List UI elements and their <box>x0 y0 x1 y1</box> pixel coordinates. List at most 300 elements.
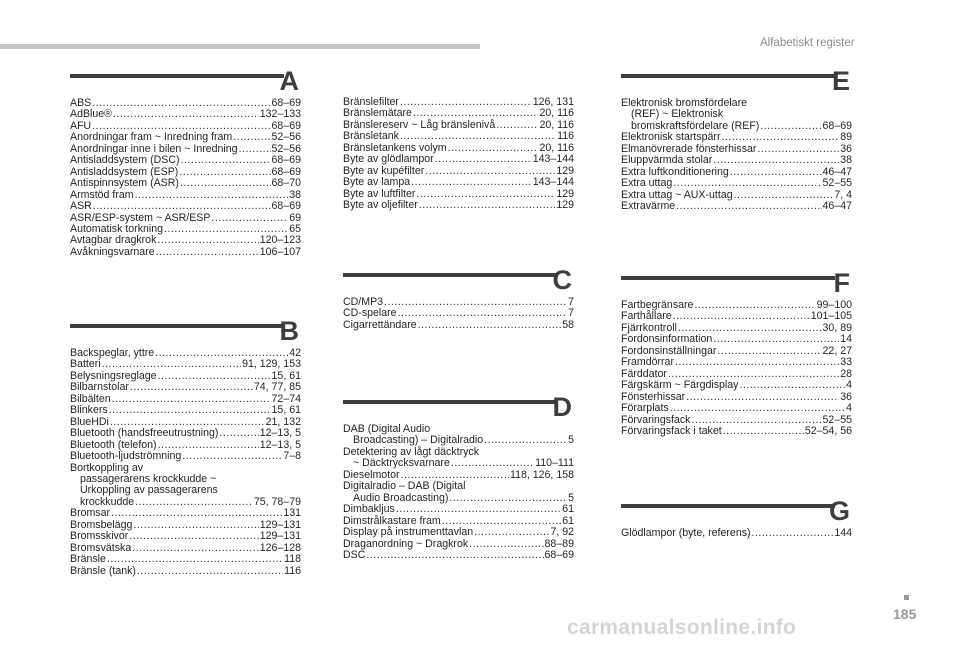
section-d-entries <box>343 424 574 561</box>
section-e-entries <box>621 98 852 213</box>
index-entry-term: Batteri <box>70 358 101 371</box>
index-entry-term: Dieselmotor <box>343 468 400 481</box>
index-entry-pages: 7 <box>568 307 574 320</box>
index-entry <box>70 178 301 189</box>
index-entry-row <box>343 154 574 165</box>
section-d-rule <box>343 400 557 404</box>
index-entry-row <box>70 201 301 212</box>
index-entry-row <box>621 426 852 437</box>
index-entry-pages: 12–13, 5 <box>259 427 301 440</box>
index-entry-row <box>621 357 852 368</box>
index-entry <box>70 531 301 542</box>
index-entry <box>343 424 574 447</box>
dot-leader <box>132 543 259 554</box>
index-entry-term: Bromsbelägg <box>70 518 133 531</box>
index-entry-pages: 65 <box>289 222 301 235</box>
index-entry-term: CD/MP3 <box>343 296 384 308</box>
index-entry-pages: 144 <box>834 527 852 539</box>
section-d-header <box>343 392 574 424</box>
dot-leader <box>760 121 821 132</box>
index-entry-term: Dimbakljus <box>343 503 395 516</box>
section-b <box>70 316 301 577</box>
dot-leader <box>411 177 532 188</box>
index-entry-term: Bromsar <box>70 507 111 520</box>
index-entry-row <box>621 380 852 391</box>
index-entry <box>343 320 574 331</box>
index-entry-pages: 15, 61 <box>271 404 301 417</box>
index-entry-pages: 88–89 <box>544 537 574 550</box>
dot-leader <box>448 143 539 154</box>
index-entry-pages: 22, 27 <box>822 344 852 357</box>
index-entry-pages: 118, 126, 158 <box>509 468 574 481</box>
dot-leader <box>713 334 839 345</box>
index-entry-term: Farthållare <box>621 310 672 323</box>
index-entry-pages: 5 <box>568 491 574 504</box>
index-entry-pages: 126–128 <box>259 541 301 554</box>
index-entry <box>343 550 574 561</box>
index-entry-term: Eluppvärmda stolar <box>621 154 713 167</box>
index-entry-pages: 116 <box>557 130 574 143</box>
dot-leader <box>107 554 283 565</box>
index-entry-term: Blinkers <box>70 404 108 417</box>
dot-leader <box>676 201 821 212</box>
dot-leader <box>384 297 567 308</box>
dot-leader <box>449 493 567 504</box>
index-entry-row <box>70 554 301 565</box>
index-entry-term: Dimstrålkastare fram <box>343 514 441 527</box>
page-bullet-marker <box>904 595 909 600</box>
index-entry-term: Extravärme <box>621 200 676 213</box>
index-entry-row <box>343 504 574 515</box>
index-entry-pages: 116 <box>284 564 301 577</box>
dot-leader <box>93 201 271 212</box>
index-entry-term: Byte av lampa <box>343 176 411 189</box>
index-entry <box>343 154 574 165</box>
index-entry-pages: 72–74 <box>271 392 301 405</box>
index-entry-term: Byte av oljefilter <box>343 199 418 212</box>
dot-leader <box>730 167 822 178</box>
index-entry-row <box>621 403 852 414</box>
index-entry-pages: 52–55 <box>822 413 852 426</box>
index-entry-pages: 38 <box>289 188 301 201</box>
index-entry-row <box>70 428 301 439</box>
dot-leader <box>739 380 845 391</box>
index-entry-term: Fordonsinformation <box>621 333 713 346</box>
dot-leader <box>469 539 543 550</box>
dot-leader <box>416 189 555 200</box>
index-entry-pages: 99–100 <box>816 299 852 311</box>
section-e-header <box>621 66 852 98</box>
index-entry-pages: 7–8 <box>283 450 301 463</box>
index-entry-pages: 58 <box>562 318 574 331</box>
section-f-rule <box>621 276 835 280</box>
index-entry-line: passagerarens krockkudde ~ <box>80 472 217 485</box>
index-entry-pages: 89 <box>840 131 852 144</box>
section-a-letter: A <box>279 66 299 96</box>
index-entry-term: bromskraftsfördelare (REF) <box>631 119 760 132</box>
index-entry-row <box>621 528 852 539</box>
dot-leader <box>757 144 839 155</box>
index-entry-term: Anordningar inne i bilen ~ Inredning <box>70 142 238 155</box>
section-g <box>621 496 852 539</box>
index-entry-pages: 129 <box>556 199 574 212</box>
index-entry <box>70 405 301 416</box>
index-entry-term: Broadcasting) – Digitalradio <box>353 434 484 447</box>
index-entry-term: Bränsle (tank) <box>70 564 136 577</box>
dot-leader <box>180 178 271 189</box>
index-entry-pages: 143–144 <box>532 153 574 166</box>
index-entry-pages: 46–47 <box>822 200 852 213</box>
index-entry-term: Byte av glödlampor <box>343 153 434 166</box>
index-entry-row <box>70 109 301 120</box>
dot-leader <box>717 346 821 357</box>
index-entry-line: Detektering av lågt däcktryck <box>343 445 480 458</box>
index-entry-pages: 129 <box>556 187 574 200</box>
dot-leader <box>113 109 259 120</box>
index-entry <box>343 539 574 550</box>
index-entry-row <box>343 177 574 188</box>
section-c-letter: C <box>552 265 572 295</box>
index-entry <box>621 178 852 189</box>
section-f-letter: F <box>833 268 850 298</box>
index-entry-term: Extra luftkonditionering <box>621 165 729 178</box>
index-entry-pages: 52–54, 56 <box>804 424 852 437</box>
index-entry-term: Anordningar fram ~ Inredning fram <box>70 131 233 144</box>
section-b-continued <box>343 97 574 212</box>
index-entry-term: AFU <box>70 119 92 132</box>
index-entry-pages: 30, 89 <box>822 321 852 334</box>
index-entry-term: Bränsletank <box>343 130 399 143</box>
index-entry-term: Belysningsreglage <box>70 369 157 382</box>
index-entry-term: Audio Broadcasting) <box>353 491 449 504</box>
dot-leader <box>398 308 568 319</box>
index-entry <box>343 481 574 504</box>
dot-leader <box>474 527 549 538</box>
index-entry-pages: 12–13, 5 <box>259 438 301 451</box>
dot-leader <box>137 566 283 577</box>
section-c-header <box>343 265 574 297</box>
dot-leader <box>396 504 561 515</box>
section-b-entries <box>70 348 301 577</box>
index-entry-pages: 68–69 <box>271 165 301 178</box>
index-entry-pages: 42 <box>289 347 301 359</box>
index-entry <box>343 200 574 211</box>
index-entry-term: Antisladdsystem (ESP) <box>70 165 179 178</box>
section-g-rule <box>621 504 835 508</box>
dot-leader <box>111 508 282 519</box>
section-b-continued-entries <box>343 97 574 212</box>
dot-leader <box>135 497 253 508</box>
index-entry-row <box>621 155 852 166</box>
index-entry <box>621 403 852 414</box>
watermark-logo: carmanualsonline.info <box>567 616 797 639</box>
dot-leader <box>133 520 258 531</box>
dot-leader <box>670 403 845 414</box>
section-a-header <box>70 66 301 98</box>
index-entry-row <box>70 190 301 201</box>
section-e-letter: E <box>831 66 850 96</box>
index-entry-pages: 20, 116 <box>539 107 574 120</box>
index-entry-term: Bilbarnstolar <box>70 381 129 394</box>
index-entry-pages: 46–47 <box>822 165 852 178</box>
index-entry <box>621 98 852 132</box>
index-entry-row <box>343 320 574 331</box>
dot-leader <box>752 528 834 539</box>
index-entry-line: Urkoppling av passagerarens <box>80 484 218 497</box>
index-entry-row <box>343 200 574 211</box>
index-entry-term: CD-spelare <box>343 307 397 320</box>
dot-leader <box>129 531 258 542</box>
index-entry-term: Förarplats <box>621 402 669 415</box>
index-entry-term: Bränslefilter <box>343 96 399 108</box>
index-entry-pages: 69 <box>289 211 301 224</box>
index-entry-pages: 68–70 <box>271 177 301 190</box>
index-entry <box>70 155 301 166</box>
top-rule <box>0 44 480 49</box>
index-entry-pages: 38 <box>840 154 852 167</box>
dot-leader <box>109 405 271 416</box>
index-entry-row <box>343 550 574 561</box>
dot-leader <box>419 200 556 211</box>
index-entry-term: Display på instrumenttavlan <box>343 526 474 539</box>
index-entry-term: ~ Däcktrycksvarnare <box>353 457 450 470</box>
index-entry-term: Bränslemätare <box>343 107 412 120</box>
index-entry <box>70 554 301 565</box>
index-entry-term: AdBlue® <box>70 108 112 121</box>
section-d-letter: D <box>552 392 572 422</box>
index-entry-pages: 14 <box>840 333 852 346</box>
index-entry-term: Byte av kupéfilter <box>343 164 425 177</box>
index-entry <box>621 357 852 368</box>
index-entry-term: Elmanövrerade fönsterhissar <box>621 142 757 155</box>
index-entry-row <box>70 178 301 189</box>
index-entry-term: DSC <box>343 548 366 561</box>
dot-leader <box>484 435 567 446</box>
index-entry-term: Fordonsinställningar <box>621 344 717 357</box>
index-entry-pages: 101–105 <box>810 310 852 323</box>
index-entry-line: Elektronisk bromsfördelare <box>621 97 747 109</box>
index-entry-row <box>343 527 574 538</box>
page-header-title: Alfabetiskt register <box>760 37 855 49</box>
index-entry-term: ABS <box>70 97 92 109</box>
section-g-letter: G <box>828 496 850 526</box>
index-entry-pages: 36 <box>840 390 852 403</box>
section-a-entries <box>70 98 301 258</box>
index-entry-pages: 20, 116 <box>539 118 574 131</box>
index-entry <box>343 447 574 470</box>
index-entry-term: Draganordning ~ Dragkrok <box>343 537 469 550</box>
index-entry-row <box>621 201 852 212</box>
dot-leader <box>694 300 815 311</box>
dot-leader <box>92 98 270 109</box>
index-entry-pages: 68–69 <box>271 154 301 167</box>
index-entry-pages: 118 <box>284 553 301 566</box>
index-entry-pages: 68–69 <box>271 119 301 132</box>
index-entry-term: Byte av luftfilter <box>343 187 416 200</box>
index-entry-pages: 52–56 <box>271 142 301 155</box>
dot-leader <box>179 167 270 178</box>
dot-leader <box>675 357 839 368</box>
dot-leader <box>435 154 532 165</box>
dot-leader <box>734 190 834 201</box>
section-g-header <box>621 496 852 528</box>
index-entry-term: Bränsletankens volym <box>343 141 447 154</box>
index-entry-row <box>70 531 301 542</box>
index-entry-pages: 143–144 <box>532 176 574 189</box>
index-entry <box>70 463 301 509</box>
dot-leader <box>233 132 270 143</box>
index-entry-pages: 7 <box>568 296 574 308</box>
index-entry-row <box>70 451 301 462</box>
index-entry-term: Glödlampor (byte, referens) <box>621 527 751 539</box>
index-entry-pages: 132–133 <box>259 108 301 121</box>
index-entry-pages: 7, 92 <box>550 526 574 539</box>
dot-leader <box>135 190 289 201</box>
section-d <box>343 392 574 561</box>
index-entry-term: Bromsskivor <box>70 530 129 543</box>
index-entry-pages: 131 <box>283 507 301 520</box>
section-e <box>621 66 852 213</box>
index-entry-pages: 106–107 <box>259 245 301 258</box>
index-entry-pages: 61 <box>562 503 574 516</box>
index-entry-line: Bortkoppling av <box>70 461 144 474</box>
index-entry-line: Digitalradio – DAB (Digital <box>343 480 466 493</box>
index-entry-pages: 68–69 <box>544 548 574 561</box>
index-entry-term: BlueHDi <box>70 415 109 428</box>
index-entry-pages: 68–69 <box>822 119 852 132</box>
index-entry-pages: 110–111 <box>535 457 574 470</box>
section-g-entries <box>621 528 852 539</box>
index-entry-pages: 4 <box>846 402 852 415</box>
section-a <box>70 66 301 258</box>
section-c-entries <box>343 297 574 331</box>
index-entry-row <box>70 155 301 166</box>
index-entry-pages: 4 <box>846 379 852 392</box>
index-entry-term: ASR/ESP-system ~ ASR/ESP <box>70 211 211 224</box>
index-entry-line: DAB (Digital Audio <box>343 423 431 435</box>
dot-leader <box>713 155 839 166</box>
section-c <box>343 265 574 331</box>
index-entry-row <box>70 405 301 416</box>
section-f <box>621 268 852 437</box>
index-entry-pages: 33 <box>840 356 852 369</box>
index-entry <box>621 155 852 166</box>
section-b-letter: B <box>279 316 299 346</box>
dot-leader <box>156 247 259 258</box>
index-entry <box>70 451 301 462</box>
dot-leader <box>211 213 288 224</box>
dot-leader <box>157 235 258 246</box>
section-f-header <box>621 268 852 300</box>
dot-leader <box>219 428 258 439</box>
index-entry-term: Extra uttag <box>621 177 673 190</box>
index-entry <box>70 109 301 120</box>
index-entry <box>621 528 852 539</box>
index-entry-term: Avtagbar dragkrok <box>70 234 157 247</box>
index-entry-pages: 120–123 <box>259 234 301 247</box>
dot-leader <box>112 394 271 405</box>
index-entry <box>343 527 574 538</box>
index-entry-term: Bluetooth-ljudströmning <box>70 450 182 463</box>
dot-leader <box>130 382 253 393</box>
dot-leader <box>496 120 538 131</box>
index-entry-row <box>343 539 574 550</box>
index-entry-term: Extra uttag ~ AUX-uttag <box>621 188 733 201</box>
section-f-entries <box>621 300 852 437</box>
index-entry-pages: 5 <box>568 434 574 447</box>
index-entry <box>621 380 852 391</box>
index-entry-term: Fönsterhissar <box>621 390 686 403</box>
index-entry-term: Färddator <box>621 367 667 380</box>
index-entry-pages: 28 <box>840 367 852 380</box>
index-entry <box>70 190 301 201</box>
index-entry-pages: 68–69 <box>271 200 301 213</box>
section-b-rule <box>70 324 284 328</box>
index-entry-term: Fjärrkontroll <box>621 321 677 334</box>
dot-leader <box>418 320 562 331</box>
index-entry-term: Antisladdsystem (DSC) <box>70 154 180 167</box>
index-entry-term: Bränsle <box>70 553 106 566</box>
index-entry-term: Bromsvätska <box>70 541 132 554</box>
index-entry <box>621 426 852 437</box>
index-entry-term: Förvaringsfack <box>621 413 691 426</box>
index-entry <box>70 428 301 439</box>
index-entry-pages: 15, 61 <box>271 369 301 382</box>
index-entry-row <box>621 178 852 189</box>
dot-leader <box>400 97 532 108</box>
index-entry <box>621 201 852 212</box>
index-entry-term: Bilbälten <box>70 392 111 405</box>
index-entry-term: Förvaringsfack i taket <box>621 424 722 437</box>
dot-leader <box>239 144 271 155</box>
dot-leader <box>182 451 282 462</box>
dot-leader <box>366 550 543 561</box>
dot-leader <box>723 426 804 437</box>
index-entry <box>343 177 574 188</box>
page-number: 185 <box>893 606 917 622</box>
index-entry <box>70 566 301 577</box>
index-entry-pages: 91, 129, 153 <box>242 358 301 371</box>
dot-leader <box>181 155 271 166</box>
index-entry-term: Bluetooth (handsfreeutrustning) <box>70 427 219 440</box>
index-entry-pages: 68–69 <box>271 97 301 109</box>
index-entry-row <box>70 566 301 577</box>
index-entry-pages: 74, 77, 85 <box>253 381 301 394</box>
index-entry-pages: 21, 132 <box>265 415 301 428</box>
index-entry-pages: 61 <box>562 514 574 527</box>
index-entry-pages: 36 <box>840 142 852 155</box>
section-c-rule <box>343 273 557 277</box>
section-e-rule <box>621 74 835 78</box>
index-entry <box>70 247 301 258</box>
index-entry-term: Elektronisk startspärr <box>621 131 721 144</box>
index-entry-term: Antispinnsystem (ASR) <box>70 177 179 190</box>
index-entry-pages: 129–131 <box>259 518 301 531</box>
index-entry-pages: 20, 116 <box>539 141 574 154</box>
index-entry-term: Färgskärm ~ Färgdisplay <box>621 379 739 392</box>
index-entry-term: Framdörrar <box>621 356 674 369</box>
index-entry-pages: 7, 4 <box>834 188 852 201</box>
index-entry-pages: 129 <box>556 164 574 177</box>
index-entry <box>70 201 301 212</box>
index-entry-term: Fartbegränsare <box>621 299 694 311</box>
index-entry-line: (REF) ~ Elektronisk <box>631 108 724 121</box>
index-entry-term: Cigarrettändare <box>343 318 417 331</box>
index-entry-pages: 75, 78–79 <box>253 495 301 508</box>
section-a-rule <box>70 74 284 78</box>
dot-leader <box>673 178 821 189</box>
index-entry-term: ASR <box>70 200 92 213</box>
